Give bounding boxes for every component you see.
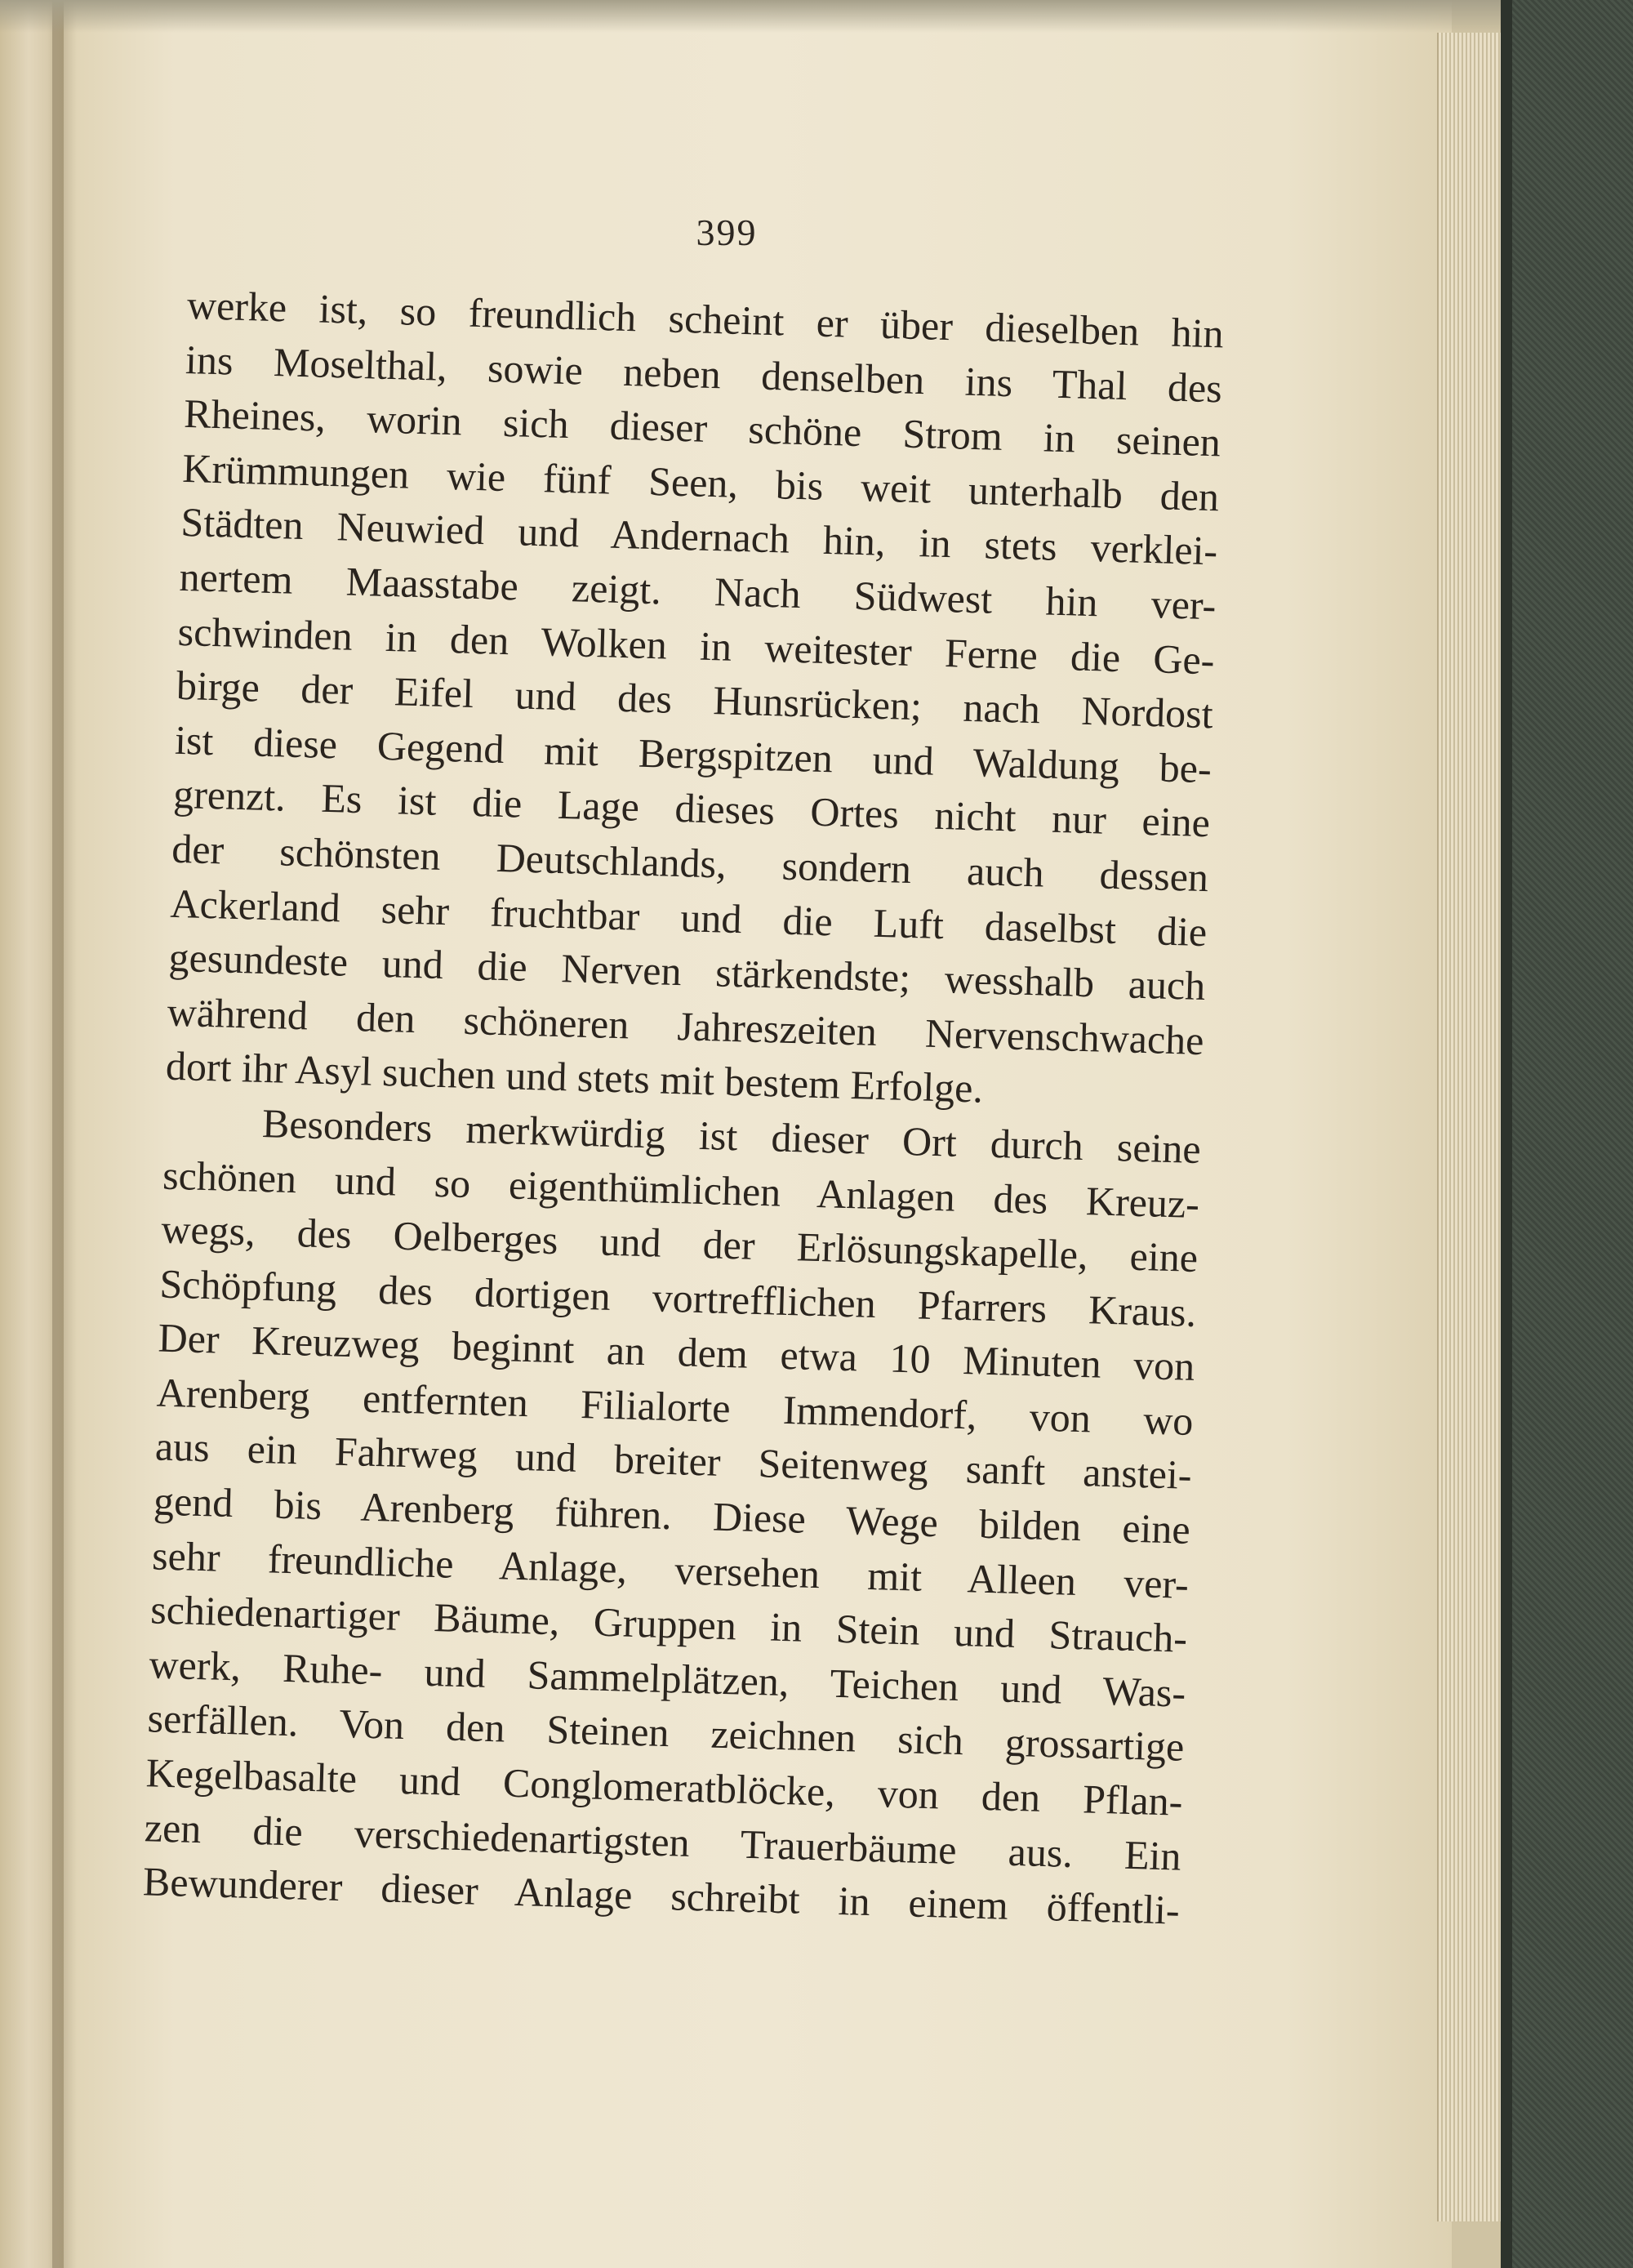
text-line: zen die verschiedenartigsten Trauerbäume aus. Ein — [144, 1803, 1182, 1879]
text-line: ist diese Gegend mit Bergspitzen und Waldung be- — [174, 716, 1213, 791]
text-line: serfällen. Von den Steinen zeichnen sich grossartige — [146, 1695, 1186, 1771]
text-line: gend bis Arenberg führen. Diese Wege bilden eine — [153, 1477, 1191, 1553]
text-line: grenzt. Es ist die Lage dieses Ortes nicht nur eine — [172, 771, 1211, 846]
text-line: birge der Eifel und des Hunsrücken; nach Nordost — [176, 662, 1214, 737]
text-line: sehr freundliche Anlage, versehen mit Alleen ver- — [151, 1532, 1190, 1607]
text-line: Krümmungen wie fünf Seen, bis weit unterhalb den — [181, 444, 1220, 520]
text-line: Städten Neuwied und Andernach hin, in stets verklei- — [180, 499, 1218, 574]
text-line: Kegelbasalte und Conglomeratblöcke, von den Pflan- — [145, 1749, 1184, 1825]
text-line: ins Moselthal, sowie neben denselben ins Thal des — [185, 336, 1223, 412]
book-cover-edge — [1501, 0, 1512, 2268]
text-line: Bewunderer dieser Anlage schreibt in einem öffentli- — [142, 1858, 1181, 1933]
text-line: schiedenartiger Bäume, Gruppen in Stein und Strauch- — [149, 1586, 1188, 1662]
text-line: aus ein Fahrweg und breiter Seitenweg sanft anstei- — [154, 1423, 1193, 1499]
page-block-edges — [1437, 33, 1504, 2221]
text-line: Ackerland sehr fruchtbar und die Luft daselbst die — [169, 880, 1208, 955]
book-gutter — [52, 0, 77, 2268]
text-line: wegs, des Oelberges und der Erlösungskapelle, eine — [160, 1205, 1199, 1281]
text-line: Schöpfung des dortigen vortrefflichen Pfarrers Kraus. — [158, 1260, 1197, 1335]
text-line: Rheines, worin sich dieser schöne Strom in seinen — [183, 390, 1221, 466]
text-line: dort ihr Asyl suchen und stets mit bestem Erfolge. — [165, 1042, 984, 1112]
book-cover — [1501, 0, 1633, 2268]
text-line: nertem Maasstabe zeigt. Nach Südwest hin ver- — [178, 553, 1217, 629]
text-line: Der Kreuzweg beginnt an dem etwa 10 Minuten von — [157, 1314, 1196, 1390]
text-line: schönen und so eigenthümlichen Anlagen des Kreuz- — [162, 1152, 1200, 1227]
text-line: schwinden in den Wolken in weitester Ferne die Ge- — [177, 608, 1216, 683]
text-line: Arenberg entfernten Filialorte Immendorf, von wo — [156, 1369, 1195, 1444]
text-line: während den schöneren Jahreszeiten Nervenschwache — [167, 988, 1205, 1063]
text-line: der schönsten Deutschlands, sondern auch dessen — [171, 825, 1209, 901]
text-line: werke ist, so freundlich scheint er über dieselben hin — [186, 281, 1225, 357]
body-text — [142, 278, 1224, 1937]
text-line: werk, Ruhe- und Sammelplätzen, Teichen und Was- — [148, 1641, 1186, 1716]
text-line: Besonders merkwürdig ist dieser Ort durch seine — [261, 1099, 1202, 1172]
page-number: 399 — [696, 212, 758, 253]
text-line: gesundeste und die Nerven stärkendste; wesshalb auch — [167, 933, 1207, 1009]
top-shadow — [0, 0, 1501, 33]
